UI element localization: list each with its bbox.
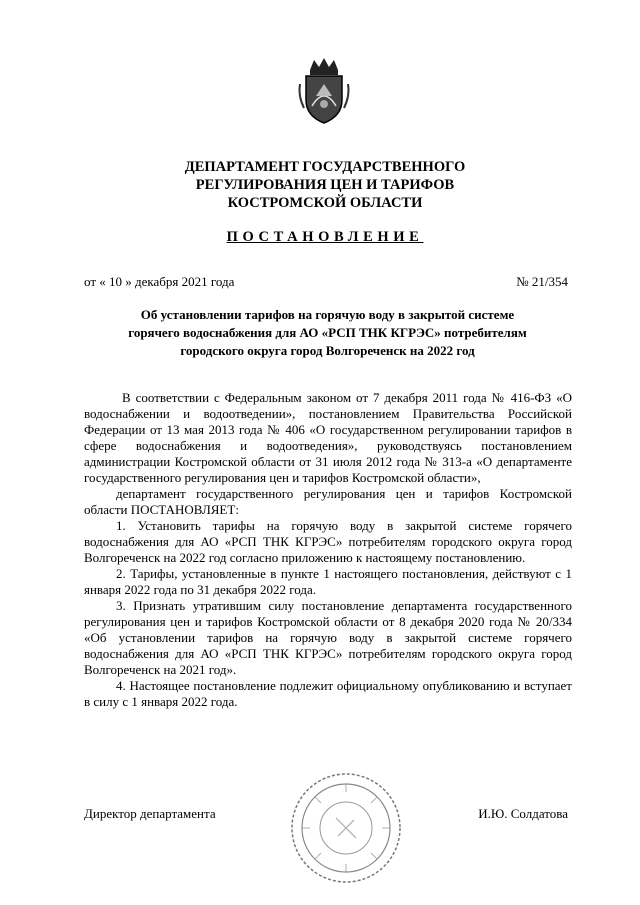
- document-number: № 21/354: [516, 274, 568, 289]
- item-paragraph-2: 2. Тарифы, установленные в пункте 1 настоящего постановления, действуют с 1 января 2022 года по 31 декабря 2022 года.: [84, 566, 572, 597]
- document-date: от « 10 » декабря 2021 года: [84, 274, 235, 289]
- coat-of-arms-icon: [296, 56, 352, 126]
- subject-line: городского округа город Волгореченск на 2022 год: [180, 343, 475, 358]
- department-name-line: КОСТРОМСКОЙ ОБЛАСТИ: [227, 195, 423, 211]
- round-seal-icon: [288, 770, 404, 886]
- signer-title: Директор департамента: [84, 806, 216, 821]
- preamble-paragraph: В соответствии с Федеральным законом от 7 декабря 2011 года № 416-ФЗ «О водоснабжении и водоотведении», постановлением Правительства Российской Федерации от 13 мая 2013 года № 406 «О государственном регулировании тарифов в сфере водоснабжения и водоотведения», руководствуясь постановлением администрации Костромской области от 31 июля 2012 года № 313-а «О департаменте государственного регулирования цен и тарифов Костромской области»,: [84, 390, 572, 485]
- subject-line: горячего водоснабжения для АО «РСП ТНК КГРЭС» потребителям: [128, 325, 527, 340]
- item-paragraph-3: 3. Признать утратившим силу постановление департамента государственного регулирования цен и тарифов Костромской области от 8 декабря 2020 года № 20/334 «Об установлении тарифов на горячую воду в закрытой системе горячего водоснабжения для АО «РСП ТНК КГРЭС» потребителям городского округа город Волгореченск на 2021 год».: [84, 598, 572, 677]
- subject-line: Об установлении тарифов на горячую воду в закрытой системе: [140, 307, 515, 322]
- item-paragraph-1: 1. Установить тарифы на горячую воду в закрытой системе горячего водоснабжения для АО «РСП ТНК КГРЭС» потребителям городского округа город Волгореченск на 2022 год согласно приложению к настоящему постановлению.: [84, 518, 572, 565]
- department-name-line: РЕГУЛИРОВАНИЯ ЦЕН И ТАРИФОВ: [195, 177, 455, 193]
- item-paragraph-4: 4. Настоящее постановление подлежит официальному опубликованию и вступает в силу с 1 января 2022 года.: [84, 678, 572, 709]
- department-name: [120, 158, 530, 212]
- document-body: [84, 390, 572, 710]
- resolve-paragraph: департамент государственного регулирования цен и тарифов Костромской области ПОСТАНОВЛЯЕТ:: [84, 486, 572, 517]
- document-subject: [100, 306, 555, 360]
- signer-name: И.Ю. Солдатова: [478, 806, 568, 821]
- department-name-line: ДЕПАРТАМЕНТ ГОСУДАРСТВЕННОГО: [184, 159, 466, 175]
- document-type: ПОСТАНОВЛЕНИЕ: [226, 229, 424, 245]
